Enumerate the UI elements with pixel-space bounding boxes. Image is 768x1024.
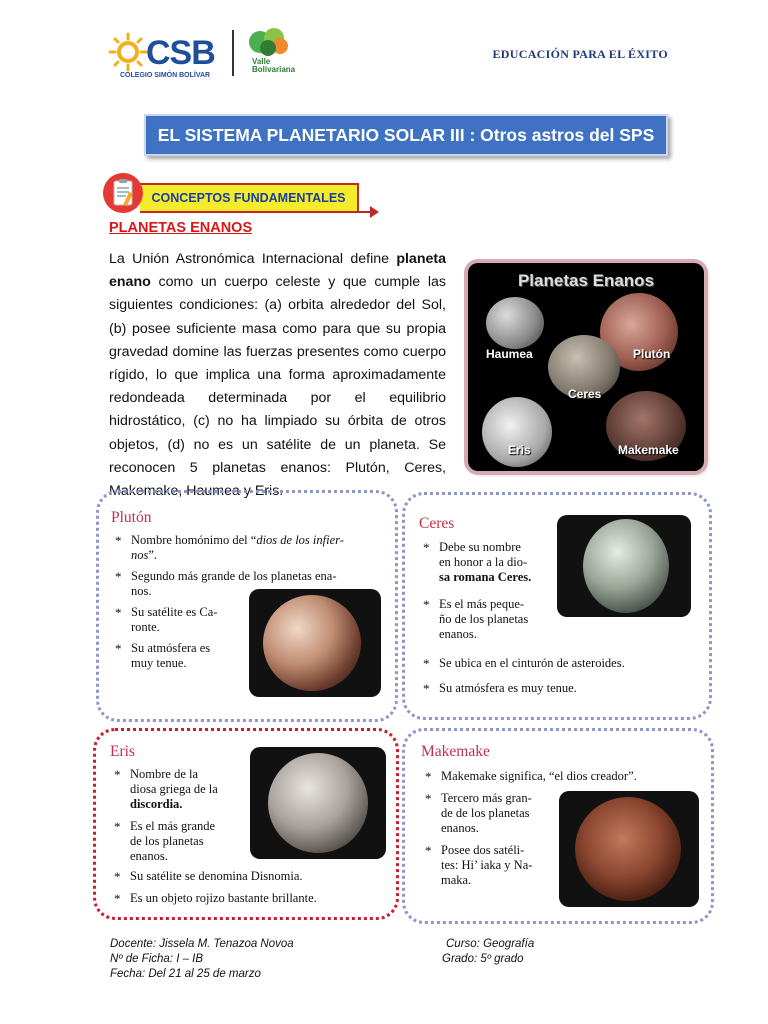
list-item	[130, 767, 238, 812]
text-run: Su atmósfera es muy tenue.	[439, 681, 577, 695]
dwarf-label-makemake: Makemake	[618, 443, 679, 457]
text-run: de de los planetas	[441, 806, 530, 820]
list-item	[130, 819, 240, 864]
page-title-banner: EL SISTEMA PLANETARIO SOLAR III : Otros astros del SPS	[144, 114, 668, 156]
paragraph-intro: La Unión Astronómica Internacional define	[109, 251, 397, 267]
list-item	[441, 769, 705, 784]
sun-icon	[108, 32, 148, 72]
dwarf-label-pluton: Plutón	[633, 347, 671, 361]
text-run: Se ubica en el cinturón de asteroides.	[439, 656, 625, 670]
text-run: nos	[131, 548, 149, 562]
haumea-planet	[486, 297, 544, 349]
text-run: maka.	[441, 873, 472, 887]
eris-sphere	[268, 753, 368, 853]
text-run: Nombre homónimo del “	[131, 533, 257, 547]
partner-logo-text: Valle Bolivariana	[252, 57, 296, 74]
card-title: Plutón	[111, 509, 152, 526]
text-run: Su satélite se denomina Disnomia.	[130, 869, 303, 883]
paragraph-rest: como un cuerpo celeste y que cumple las siguientes condiciones: (a) orbita alrededor del Sol, (b) posee suficiente masa como para que su propia gravedad domine las fuerzas presentes como cuerpo rígido, lo que implica una forma aproximadamente redondeada determinada por el equilibrio hidrostático, (c) no ha limpiado su órbita de otros objetos, (d) no es un satélite de un planeta. Se reconocen 5 planetas enanos: Plutón, Ceres, Makemake, Haumea y Eris.	[109, 274, 446, 500]
arrow-right-icon	[370, 206, 379, 218]
card-eris	[93, 728, 399, 920]
text-run: Es el más peque-	[439, 597, 525, 611]
logo-subtitle: COLEGIO SIMÓN BOLÍVAR	[120, 72, 211, 79]
text-run: ”.	[148, 548, 158, 562]
card-title: Makemake	[421, 743, 490, 760]
text-run: Es el más grande	[130, 819, 216, 833]
list-item	[130, 891, 390, 906]
footer-fecha: Fecha: Del 21 al 25 de marzo	[110, 968, 261, 980]
footer-ficha: Nº de Ficha: I – IB	[110, 953, 204, 965]
concepts-label: CONCEPTOS FUNDAMENTALES	[140, 183, 359, 213]
text-run: diosa griega de la	[130, 782, 218, 796]
text-run: Su atmósfera es	[131, 641, 211, 655]
text-run: Debe su nombre	[439, 540, 521, 554]
text-run: dios de los infier-	[256, 533, 344, 547]
footer-curso: Curso: Geografía	[446, 938, 535, 950]
card-makemake	[402, 728, 714, 924]
text-run: en honor a la dio-	[439, 555, 528, 569]
definition-paragraph	[109, 248, 446, 503]
text-run: Tercero más gran-	[441, 791, 532, 805]
list-item	[439, 656, 701, 671]
footer-left	[110, 937, 294, 982]
text-run: Es un objeto rojizo bastante brillante.	[130, 891, 317, 905]
section-title: PLANETAS ENANOS	[109, 220, 253, 236]
dwarf-image-title: Planetas Enanos	[517, 271, 655, 290]
ceres-sphere	[583, 519, 669, 613]
ceres-photo	[557, 515, 691, 617]
eris-photo	[250, 747, 386, 859]
card-title: Eris	[110, 743, 135, 760]
text-run: Su satélite es Ca-	[131, 605, 218, 619]
pluton-sphere	[263, 595, 361, 691]
text-run: enanos.	[130, 849, 168, 863]
dwarf-label-eris: Eris	[508, 443, 531, 457]
list-item	[131, 641, 251, 671]
header-divider	[232, 30, 234, 76]
slogan: EDUCACIÓN PARA EL ÉXITO	[492, 47, 668, 61]
text-run: tes: Hi’ iaka y Na-	[441, 858, 533, 872]
list-item	[439, 540, 559, 585]
list-item	[439, 597, 559, 642]
card-ceres	[402, 492, 712, 720]
pluton-photo	[249, 589, 381, 697]
csb-logo	[108, 30, 228, 78]
card-pluton	[96, 490, 398, 722]
text-run: enanos.	[441, 821, 479, 835]
paragraph-bold: planeta enano	[109, 251, 446, 291]
text-run: Nombre de la	[130, 767, 199, 781]
text-run: Makemake significa, “el dios creador”.	[441, 769, 637, 783]
text-run: discordia.	[130, 797, 183, 811]
footer-right	[442, 937, 534, 967]
text-run: ronte.	[131, 620, 160, 634]
footer-docente: Docente: Jissela M. Tenazoa Novoa	[110, 938, 294, 950]
list-item	[441, 791, 553, 836]
list-item	[131, 605, 251, 635]
text-run: Posee dos satéli-	[441, 843, 525, 857]
list-item	[439, 681, 701, 696]
list-item	[131, 533, 389, 563]
text-run: Segundo más grande de los planetas ena-	[131, 569, 337, 583]
makemake-sphere	[575, 797, 681, 901]
text-run: muy tenue.	[131, 656, 187, 670]
dwarf-label-ceres: Ceres	[568, 387, 602, 401]
card-title: Ceres	[419, 515, 455, 532]
dwarf-planets-image	[468, 263, 704, 471]
text-run: ño de los planetas	[439, 612, 529, 626]
dwarf-label-haumea: Haumea	[486, 347, 533, 361]
partner-logo	[242, 28, 306, 78]
text-run: de los planetas	[130, 834, 204, 848]
clipboard-icon	[102, 172, 144, 214]
concepts-underline	[140, 211, 372, 213]
text-run: sa romana Ceres.	[439, 570, 532, 584]
list-item	[441, 843, 553, 888]
tree-icon	[246, 28, 292, 60]
logo-text: CSB	[146, 34, 215, 72]
text-run: nos.	[131, 584, 152, 598]
footer-grado: Grado: 5º grado	[442, 953, 524, 965]
text-run: enanos.	[439, 627, 477, 641]
list-item	[130, 869, 390, 884]
makemake-photo	[559, 791, 699, 907]
